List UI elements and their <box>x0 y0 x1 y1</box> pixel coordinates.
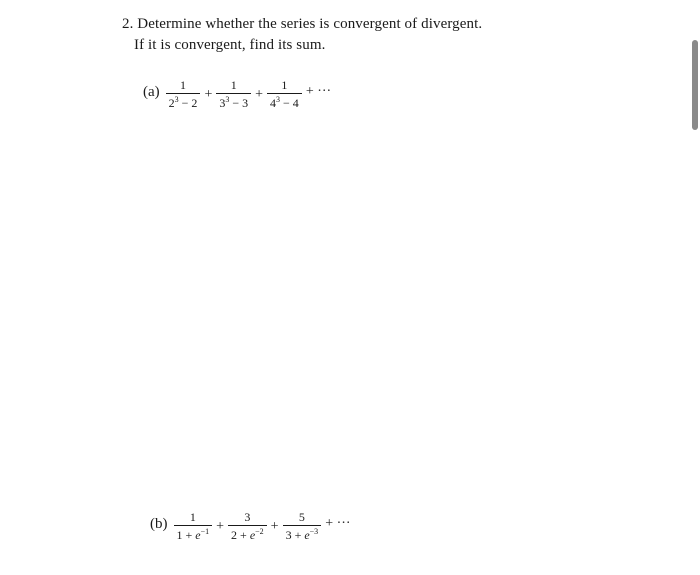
term-numerator: 3 <box>244 510 251 524</box>
series-a-term-1 <box>166 78 201 110</box>
term-denominator: $4^3 - 4$ <box>267 93 302 110</box>
term-denominator: $2^3 - 2$ <box>166 93 201 110</box>
term-numerator: 1 <box>180 78 187 92</box>
series-b-term-3 <box>283 510 322 542</box>
term-numerator: 1 <box>230 78 237 92</box>
term-numerator: 1 <box>281 78 288 92</box>
series-continuation: + ··· <box>305 84 332 99</box>
plus-sign: + <box>255 87 264 102</box>
series-b <box>150 510 351 542</box>
term-denominator: $2 + e^{-2}$ <box>228 525 267 542</box>
series-b-term-1 <box>174 510 213 542</box>
question-line-1: 2. Determine whether the series is convergent of divergent. <box>122 16 483 32</box>
plus-sign: + <box>216 519 225 534</box>
series-a <box>143 78 331 110</box>
term-denominator: $1 + e^{-1}$ <box>174 525 213 542</box>
term-numerator: 1 <box>189 510 196 524</box>
part-a-label: (a) <box>143 83 160 100</box>
term-denominator: $3^3 - 3$ <box>216 93 251 110</box>
question-text <box>122 14 482 56</box>
term-numerator: 5 <box>298 510 305 524</box>
question-line-2: If it is convergent, find its sum. <box>134 37 326 53</box>
series-a-term-3 <box>267 78 302 110</box>
scrollbar-thumb[interactable] <box>692 40 698 130</box>
term-denominator: $3 + e^{-3}$ <box>283 525 322 542</box>
series-continuation: + ··· <box>325 516 351 531</box>
plus-sign: + <box>204 87 213 102</box>
plus-sign: + <box>270 519 279 534</box>
series-a-term-2 <box>216 78 251 110</box>
part-b-label: (b) <box>150 515 168 532</box>
series-b-term-2 <box>228 510 267 542</box>
